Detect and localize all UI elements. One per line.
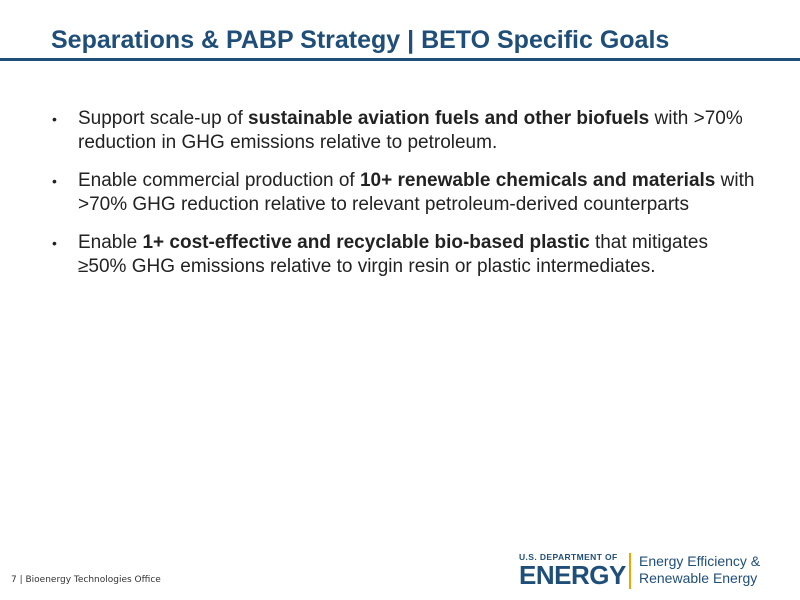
- bullet-list: [49, 107, 759, 293]
- bullet-icon: •: [52, 173, 57, 189]
- bullet-bold-text: 10+ renewable chemicals and materials: [359, 170, 716, 191]
- bullet-bold-text: 1+ cost-effective and recyclable bio-based plastic: [142, 232, 590, 253]
- doe-logo-wordmark: ENERGY: [519, 560, 626, 590]
- bullet-item: [49, 231, 759, 279]
- bullet-text: with >70% GHG reduction relative to relevant petroleum-derived counterparts: [78, 170, 755, 215]
- doe-logo-small-text: U.S. DEPARTMENT OF: [519, 552, 618, 562]
- bullet-text: with >70% reduction in GHG emissions relative to petroleum.: [78, 108, 743, 153]
- logo-divider: [629, 553, 631, 589]
- slide-title: Separations & PABP Strategy | BETO Specific Goals: [51, 26, 670, 54]
- bullet-text: Enable: [78, 232, 143, 253]
- eere-line-1: Energy Efficiency &: [639, 553, 761, 569]
- bullet-icon: •: [52, 111, 57, 127]
- bullet-item: [49, 107, 759, 155]
- footer-page-label: 7 | Bioenergy Technologies Office: [11, 575, 161, 585]
- title-divider: [0, 58, 800, 61]
- doe-eere-logo: [519, 552, 769, 592]
- bullet-text: that mitigates ≥50% GHG emissions relative to virgin resin or plastic intermediates.: [78, 232, 708, 277]
- bullet-text: Support scale-up of: [78, 108, 249, 129]
- eere-line-2: Renewable Energy: [639, 570, 758, 586]
- bullet-item: [49, 169, 759, 217]
- bullet-icon: •: [52, 235, 57, 251]
- eere-logo-text: [639, 553, 760, 587]
- bullet-bold-text: sustainable aviation fuels and other biofuels: [248, 108, 650, 129]
- bullet-text: Enable commercial production of: [78, 170, 360, 191]
